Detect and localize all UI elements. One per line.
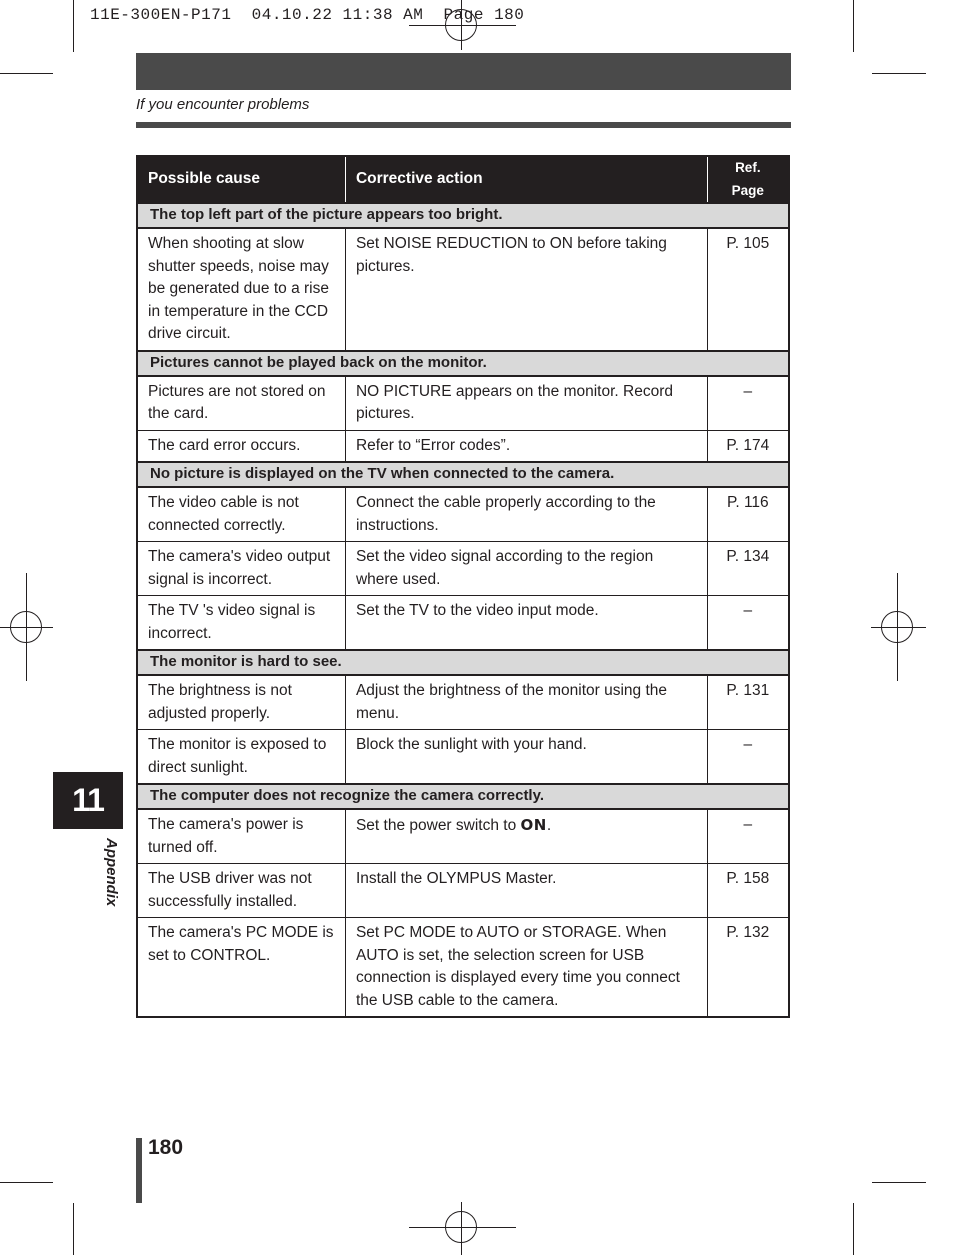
column-header-ref: Ref. Page xyxy=(707,156,789,203)
action-cell: Install the OLYMPUS Master. xyxy=(345,864,707,918)
ref-cell: – xyxy=(707,596,789,651)
action-cell: Adjust the brightness of the monitor using the menu. xyxy=(345,675,707,730)
cause-cell: The card error occurs. xyxy=(137,430,345,462)
action-text: Set the power switch to xyxy=(355,817,521,834)
ref-cell: – xyxy=(707,730,789,785)
crop-mark xyxy=(853,1203,854,1255)
table-row xyxy=(137,675,789,730)
action-cell: Set NOISE REDUCTION to ON before taking pictures. xyxy=(345,228,707,351)
header-bar xyxy=(136,53,791,90)
cause-cell: The camera's power is turned off. xyxy=(137,809,345,864)
section-header: The computer does not recognize the camera correctly. xyxy=(137,784,789,809)
crop-mark xyxy=(872,1182,926,1183)
cause-cell: The brightness is not adjusted properly. xyxy=(137,675,345,730)
action-cell: Refer to “Error codes”. xyxy=(345,430,707,462)
print-slug: 11E-300EN-P171 04.10.22 11:38 AM Page 180 xyxy=(90,6,525,24)
troubleshooting-table xyxy=(136,155,790,1018)
section-header-row xyxy=(137,650,789,675)
table-row xyxy=(137,542,789,596)
crop-mark xyxy=(0,73,53,74)
table-row xyxy=(137,864,789,918)
ref-cell: P. 105 xyxy=(707,228,789,351)
section-title: If you encounter problems xyxy=(136,96,310,113)
table-header-row xyxy=(137,156,789,203)
section-header: Pictures cannot be played back on the monitor. xyxy=(137,351,789,376)
table-row xyxy=(137,596,789,651)
ref-cell: P. 131 xyxy=(707,675,789,730)
on-label: ON xyxy=(520,816,547,834)
divider xyxy=(136,122,791,128)
table-row xyxy=(137,376,789,431)
section-header-row xyxy=(137,351,789,376)
cause-cell: The camera's video output signal is incorrect. xyxy=(137,542,345,596)
crop-mark xyxy=(73,0,74,52)
table-row xyxy=(137,430,789,462)
ref-cell: – xyxy=(707,809,789,864)
cause-cell: The monitor is exposed to direct sunlight. xyxy=(137,730,345,785)
page-number-bar xyxy=(136,1138,142,1203)
ref-cell: P. 132 xyxy=(707,918,789,1018)
table-row xyxy=(137,730,789,785)
cause-cell: The TV 's video signal is incorrect. xyxy=(137,596,345,651)
action-cell: Connect the cable properly according to the instructions. xyxy=(345,487,707,542)
cause-cell: The USB driver was not successfully installed. xyxy=(137,864,345,918)
action-cell: Set the video signal according to the region where used. xyxy=(345,542,707,596)
crop-mark xyxy=(73,1203,74,1255)
action-cell: Set PC MODE to AUTO or STORAGE. When AUTO is set, the selection screen for USB connection is displayed every time you connect the USB cable to the camera. xyxy=(345,918,707,1018)
page-number: 180 xyxy=(148,1136,184,1159)
crop-mark xyxy=(872,73,926,74)
table-row xyxy=(137,809,789,864)
ref-cell: P. 174 xyxy=(707,430,789,462)
chapter-tab: 11 xyxy=(53,772,123,829)
action-cell: Set the TV to the video input mode. xyxy=(345,596,707,651)
registration-circle-icon xyxy=(881,611,913,643)
cause-cell: Pictures are not stored on the card. xyxy=(137,376,345,431)
table-row xyxy=(137,918,789,1018)
section-header: The monitor is hard to see. xyxy=(137,650,789,675)
registration-circle-icon xyxy=(445,1211,477,1243)
section-header-row xyxy=(137,462,789,487)
cause-cell: When shooting at slow shutter speeds, noise may be generated due to a rise in temperature in the CCD drive circuit. xyxy=(137,228,345,351)
action-text-suffix: . xyxy=(546,817,552,834)
registration-circle-icon xyxy=(10,611,42,643)
section-header: The top left part of the picture appears too bright. xyxy=(137,203,789,228)
cause-cell: The video cable is not connected correctly. xyxy=(137,487,345,542)
action-cell: NO PICTURE appears on the monitor. Record pictures. xyxy=(345,376,707,431)
section-header-row xyxy=(137,784,789,809)
ref-cell: – xyxy=(707,376,789,431)
column-header-action: Corrective action xyxy=(345,156,707,203)
cause-cell: The camera's PC MODE is set to CONTROL. xyxy=(137,918,345,1018)
action-cell: Block the sunlight with your hand. xyxy=(345,730,707,785)
section-header: No picture is displayed on the TV when connected to the camera. xyxy=(137,462,789,487)
column-header-cause: Possible cause xyxy=(137,156,345,203)
crop-mark xyxy=(853,0,854,52)
table-row xyxy=(137,487,789,542)
section-header-row xyxy=(137,203,789,228)
table-row xyxy=(137,228,789,351)
ref-cell: P. 116 xyxy=(707,487,789,542)
action-cell xyxy=(345,809,707,864)
ref-cell: P. 134 xyxy=(707,542,789,596)
ref-cell: P. 158 xyxy=(707,864,789,918)
crop-mark xyxy=(0,1182,53,1183)
chapter-label: Appendix xyxy=(103,838,120,907)
